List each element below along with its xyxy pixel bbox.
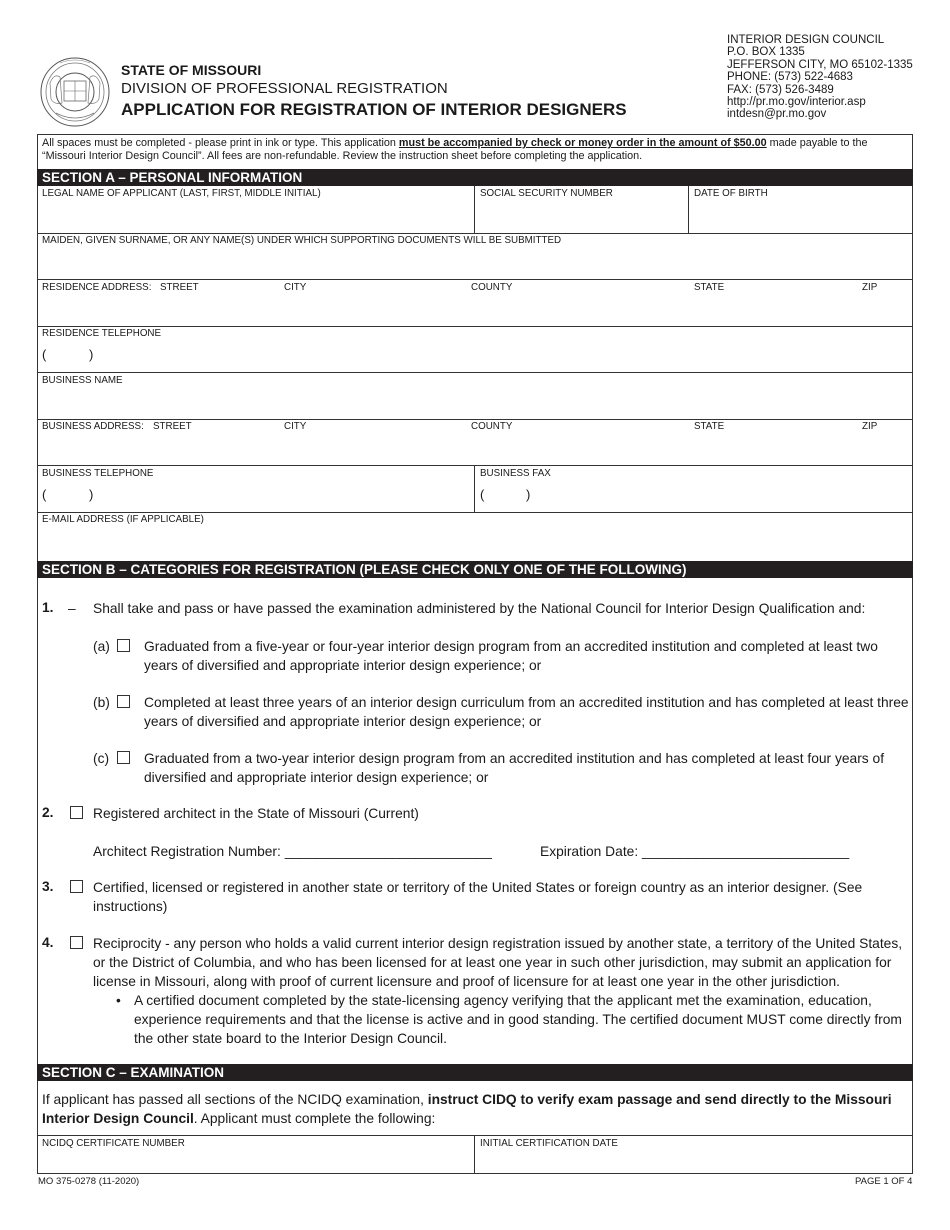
business-address-field[interactable] [42, 435, 908, 463]
council-line: JEFFERSON CITY, MO 65102-1335 [727, 58, 913, 71]
form-title: APPLICATION FOR REGISTRATION OF INTERIOR DESIGNERS [121, 100, 627, 119]
business-name-label: BUSINESS NAME [42, 375, 123, 386]
ncidq-certificate-field[interactable] [42, 1150, 470, 1172]
residence-zip-label: ZIP [862, 282, 878, 293]
residence-street-label: STREET [160, 282, 199, 293]
expiration-date-field[interactable]: Expiration Date: ___________________________ [540, 844, 850, 859]
business-zip-label: ZIP [862, 421, 878, 432]
initial-certification-date-field[interactable] [480, 1150, 908, 1172]
intro-instructions [42, 137, 910, 163]
section-c-instructions [42, 1090, 910, 1128]
area-code-open: ( [42, 347, 47, 362]
business-state-label: STATE [694, 421, 725, 432]
business-county-label: COUNTY [471, 421, 513, 432]
section-c-bold: instruct CIDQ to verify exam passage and send directly to the Missouri Interior Design Council [42, 1092, 892, 1126]
option-b-label: (b) [93, 695, 110, 710]
divider [688, 186, 689, 233]
rule [37, 1135, 913, 1136]
residence-state-label: STATE [694, 282, 725, 293]
item-4-bullet-text: A certified document completed by the state-licensing agency verifying that the applicant met the examination, education, experience requirements and that the license is active and in good standing. The certified document MUST come directly from the other state board to the Interior Design Council. [134, 993, 902, 1046]
section-a-header: SECTION A – PERSONAL INFORMATION [37, 169, 913, 186]
dob-field[interactable] [694, 202, 908, 230]
item-2-checkbox[interactable] [70, 806, 83, 819]
ncidq-certificate-label: NCIDQ CERTIFICATE NUMBER [42, 1138, 185, 1149]
item-4-checkbox[interactable] [70, 936, 83, 949]
area-code-open: ( [42, 487, 47, 502]
item-1-number: 1. [42, 600, 54, 615]
option-c-text: Graduated from a two-year interior design program from an accredited institution and has completed at least four years of diversified and appropriate interior design experience; or [144, 751, 885, 785]
item-1-dash: – [68, 601, 76, 616]
option-a-label: (a) [93, 639, 110, 654]
item-2-number: 2. [42, 805, 54, 820]
residence-telephone-field[interactable] [42, 342, 908, 370]
business-telephone-label: BUSINESS TELEPHONE [42, 468, 154, 479]
item-4-text: Reciprocity - any person who holds a valid current interior design registration issued by another state, a territory of the United States, or the District of Columbia, and who has been licensed for at least one year in such other jurisdiction, may submit an application for license in Missouri, along with proof of current licensure and proof of licensure for at least one year in the other jurisdiction. [93, 936, 903, 989]
email-field[interactable] [42, 528, 908, 558]
rule [37, 419, 913, 420]
section-b-header: SECTION B – CATEGORIES FOR REGISTRATION (PLEASE CHECK ONLY ONE OF THE FOLLOWING) [37, 561, 913, 578]
divider [474, 1135, 475, 1173]
page-number: PAGE 1 OF 4 [855, 1176, 913, 1187]
business-street-label: STREET [153, 421, 192, 432]
section-c-text-2: . Applicant must complete the following: [193, 1111, 436, 1126]
state-heading: STATE OF MISSOURI [121, 62, 262, 78]
business-city-label: CITY [284, 421, 307, 432]
business-address-label: BUSINESS ADDRESS: [42, 421, 144, 432]
rule [37, 372, 913, 373]
divider [474, 186, 475, 233]
item-1-text: Shall take and pass or have passed the examination administered by the National Council for Interior Design Qualification and: [93, 601, 866, 616]
rule [37, 279, 913, 280]
council-line: FAX: (573) 526-3489 [727, 83, 834, 96]
option-c-checkbox[interactable] [117, 751, 130, 764]
residence-city-label: CITY [284, 282, 307, 293]
item-4-number: 4. [42, 935, 54, 950]
council-url[interactable]: http://pr.mo.gov/interior.asp [727, 96, 866, 109]
council-line: PHONE: (573) 522-4683 [727, 71, 853, 84]
option-a-checkbox[interactable] [117, 639, 130, 652]
option-b-checkbox[interactable] [117, 695, 130, 708]
initial-certification-date-label: INITIAL CERTIFICATION DATE [480, 1138, 618, 1149]
architect-registration-number-field[interactable]: Architect Registration Number: ___________________________ [93, 844, 492, 859]
rule [37, 233, 913, 234]
business-fax-field[interactable] [480, 482, 908, 510]
divider [474, 465, 475, 512]
business-name-field[interactable] [42, 389, 908, 417]
section-c-header: SECTION C – EXAMINATION [37, 1064, 913, 1081]
ssn-field[interactable] [480, 202, 684, 230]
rule [37, 512, 913, 513]
area-code-close: ) [89, 347, 94, 362]
ssn-label: SOCIAL SECURITY NUMBER [480, 188, 613, 199]
area-code-close: ) [89, 487, 94, 502]
rule [37, 465, 913, 466]
section-c-text: If applicant has passed all sections of the NCIDQ examination, [42, 1092, 428, 1107]
maiden-name-label: MAIDEN, GIVEN SURNAME, OR ANY NAME(S) UNDER WHICH SUPPORTING DOCUMENTS WILL BE SUBMITTED [42, 235, 562, 246]
residence-telephone-label: RESIDENCE TELEPHONE [42, 328, 162, 339]
fee-requirement: must be accompanied by check or money order in the amount of $50.00 [398, 137, 767, 149]
option-a-text: Graduated from a five-year or four-year interior design program from an accredited institution and completed at least two years of diversified and appropriate interior design experience; or [144, 639, 878, 673]
rule [37, 326, 913, 327]
legal-name-field[interactable] [42, 202, 470, 230]
council-line: INTERIOR DESIGN COUNCIL [727, 34, 885, 46]
dob-label: DATE OF BIRTH [694, 188, 768, 199]
residence-address-label: RESIDENCE ADDRESS: [42, 282, 152, 293]
intro-text: All spaces must be completed - please print in ink or type. This application [42, 137, 399, 149]
item-3-text: Certified, licensed or registered in another state or territory of the United States or foreign country as an interior designer. (See instructions) [93, 880, 863, 914]
form-id: MO 375-0278 (11-2020) [38, 1176, 140, 1187]
business-telephone-field[interactable] [42, 482, 470, 510]
residence-address-field[interactable] [42, 296, 908, 324]
intro-text-2: made payable to the “Missouri Interior Design Council”. All fees are non-refundable. Review the instruction sheet before completing the application. [42, 137, 868, 162]
item-2-text: Registered architect in the State of Missouri (Current) [93, 806, 419, 821]
option-c-label: (c) [93, 751, 110, 766]
business-fax-label: BUSINESS FAX [480, 468, 551, 479]
council-email[interactable]: intdesn@pr.mo.gov [727, 108, 827, 121]
missouri-state-seal [40, 53, 110, 131]
residence-county-label: COUNTY [471, 282, 513, 293]
council-line: P.O. BOX 1335 [727, 46, 805, 59]
email-label: E-MAIL ADDRESS (IF APPLICABLE) [42, 514, 204, 525]
division-heading: DIVISION OF PROFESSIONAL REGISTRATION [121, 80, 448, 97]
item-3-checkbox[interactable] [70, 880, 83, 893]
option-b-text: Completed at least three years of an interior design curriculum from an accredited institution and has completed at least three years of diversified and appropriate interior design experience; or [144, 695, 909, 729]
legal-name-label: LEGAL NAME OF APPLICANT (LAST, FIRST, MIDDLE INITIAL) [42, 188, 321, 199]
bullet: • [116, 993, 121, 1008]
area-code-open: ( [480, 487, 485, 502]
council-contact-block [727, 34, 913, 121]
area-code-close: ) [526, 487, 531, 502]
item-3-number: 3. [42, 879, 54, 894]
maiden-name-field[interactable] [42, 249, 908, 277]
